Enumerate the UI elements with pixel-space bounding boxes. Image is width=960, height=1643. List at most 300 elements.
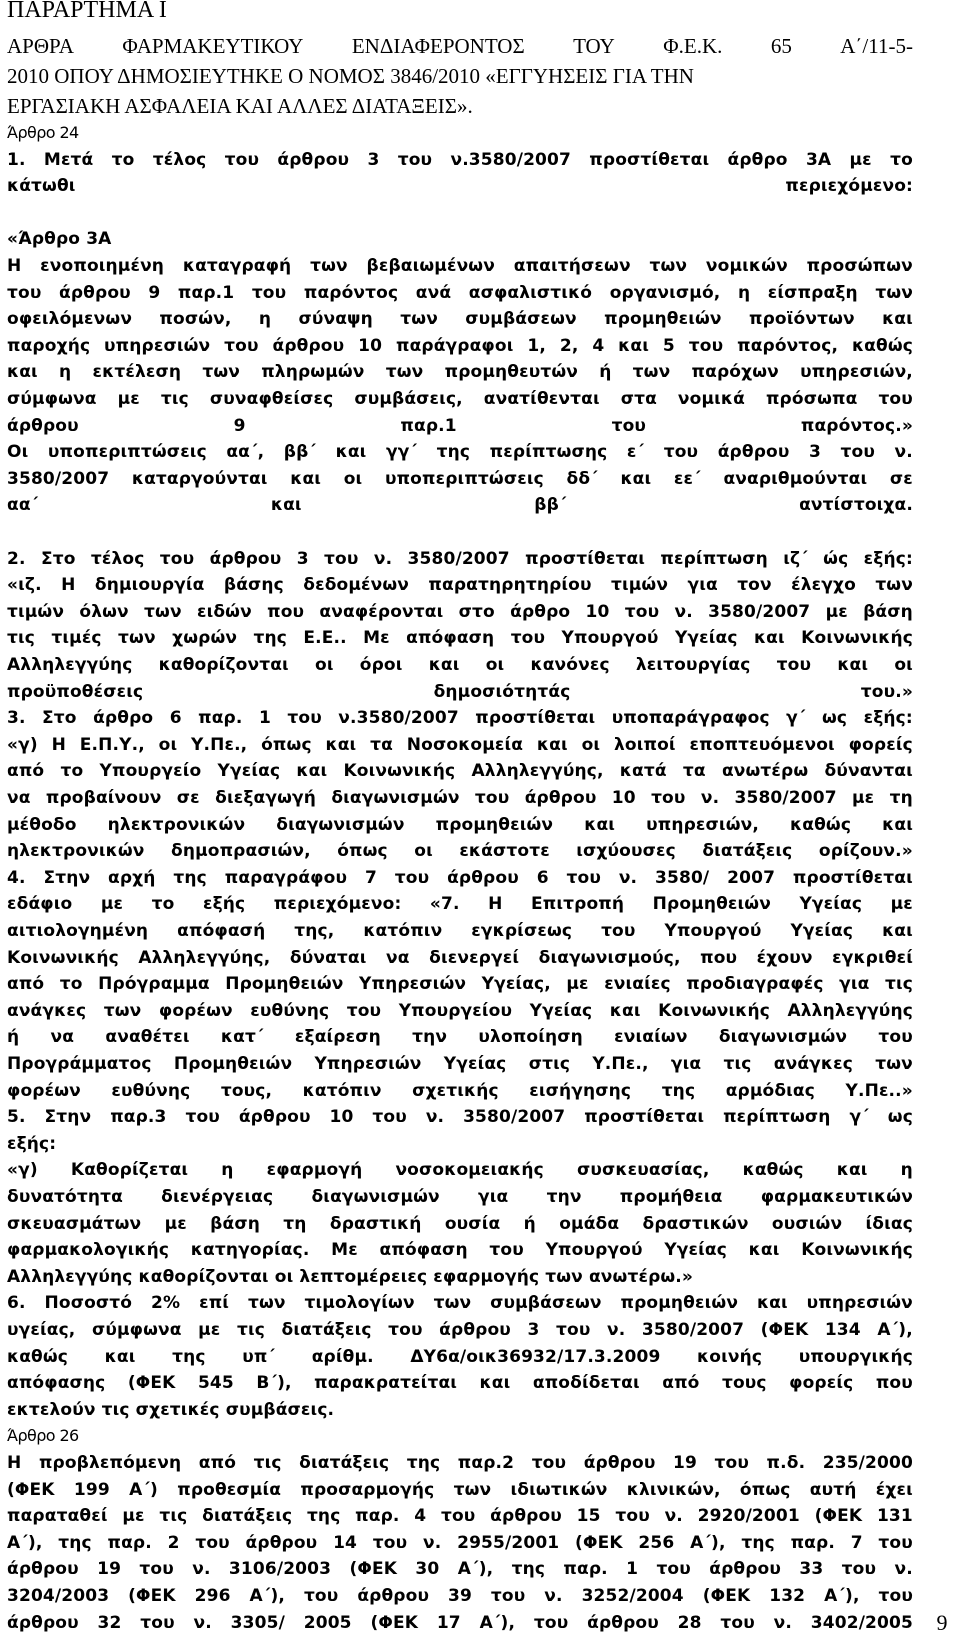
word: Α΄), — [690, 1533, 726, 1553]
word: νομικών — [705, 256, 788, 276]
word: του — [615, 1506, 650, 1526]
word: της — [253, 628, 287, 648]
word: προμήθεια — [619, 1187, 723, 1207]
word: Ποσοστό — [44, 1293, 133, 1313]
word: προσαρμογής — [300, 1480, 435, 1500]
word: καθώς — [790, 815, 852, 835]
word: Κοινωνικής — [658, 1001, 770, 1021]
text-line — [7, 1584, 913, 1608]
word: την — [546, 1187, 582, 1207]
word: 2, — [559, 336, 579, 356]
word: 2% — [151, 1293, 181, 1313]
text-line — [7, 706, 913, 730]
word: του — [714, 1453, 749, 1473]
word: του — [841, 1559, 877, 1579]
word: με — [566, 974, 589, 994]
word: εξαίρεση — [294, 1027, 381, 1047]
word: διατάξεις — [202, 1506, 293, 1526]
word: το — [59, 974, 83, 994]
word: βάση — [863, 602, 913, 622]
word: υπηρεσιών — [806, 1293, 913, 1313]
word: δημιουργία — [94, 575, 205, 595]
word: 10 — [358, 336, 383, 356]
word: Υγείας — [790, 921, 854, 941]
word: από — [7, 761, 45, 781]
word: του — [324, 549, 359, 569]
word: πρόσωπα — [765, 389, 858, 409]
word: Α΄), — [824, 1586, 860, 1606]
word: ιδιωτικών — [510, 1480, 608, 1500]
word: του — [394, 868, 430, 888]
word: 39 — [448, 1586, 472, 1606]
word: του — [489, 1240, 524, 1260]
word: των — [310, 256, 348, 276]
word: και — [325, 735, 357, 755]
word: 10 — [585, 602, 610, 622]
word: ββ΄ — [534, 495, 567, 515]
word: ν. — [425, 1107, 445, 1127]
word: ΕΝΔΙΑΦΕΡΟΝΤΟΣ — [351, 34, 525, 58]
text-line — [7, 1611, 913, 1635]
word: υποπεριπτώσεις — [47, 442, 207, 462]
word: και — [882, 921, 913, 941]
word: Η — [488, 894, 503, 914]
word: ειδών — [196, 602, 252, 622]
word: διαγωνισμών — [718, 1027, 848, 1047]
word: παρ. — [790, 1533, 835, 1553]
word: παραταθεί — [7, 1506, 108, 1526]
word: εδάφιο — [7, 894, 73, 914]
word: 545 — [197, 1373, 234, 1393]
word: τη — [889, 788, 913, 808]
word: απόφασης — [7, 1373, 106, 1393]
word: τον — [737, 575, 772, 595]
word: παρ. — [563, 1559, 608, 1579]
word: με — [100, 894, 124, 914]
word: των — [649, 256, 688, 276]
word: ν. — [894, 442, 913, 462]
word: υπηρεσιών — [104, 336, 211, 356]
word: και — [584, 815, 616, 835]
word: άρθρου — [357, 1586, 430, 1606]
text-line — [7, 1079, 913, 1103]
word: ν. — [664, 1506, 683, 1526]
word: συναφθείσες — [209, 389, 334, 409]
word: στο — [458, 602, 495, 622]
word: άρθρου — [587, 1613, 659, 1633]
word: και — [536, 735, 568, 755]
word: πληρωμών — [261, 362, 365, 382]
word: για — [670, 1054, 702, 1074]
word: Μετά — [43, 150, 94, 170]
word: ιζ΄ — [783, 549, 808, 569]
text-line — [7, 547, 913, 571]
word: τιμών — [611, 575, 669, 595]
word: Υ.Πε..» — [845, 1081, 913, 1101]
word: 19 — [97, 1559, 122, 1579]
word: διενέργειας — [161, 1187, 274, 1207]
text-line: Αλληλεγγύης καθορίζονται οι λεπτομέρειες εφαρμογής των ανωτέρω.» — [7, 1267, 694, 1287]
word: 32 — [97, 1613, 122, 1633]
word: και — [290, 469, 322, 489]
word: (ΦΕΚ — [349, 1559, 398, 1579]
word: άρθρου — [238, 1107, 311, 1127]
word: διατάξεις — [281, 1320, 372, 1340]
word: σχετικής — [412, 1081, 499, 1101]
word: Στην — [44, 1107, 92, 1127]
word: σε — [176, 788, 200, 808]
word: των — [875, 283, 913, 303]
word: ή — [7, 1027, 20, 1047]
word: των — [875, 575, 913, 595]
word: οι — [158, 735, 178, 755]
word: η — [221, 1160, 234, 1180]
word: 15 — [576, 1506, 601, 1526]
word: «γ) — [7, 1160, 38, 1180]
text-line — [7, 866, 913, 890]
word: των — [247, 1293, 286, 1313]
word: κατά — [619, 761, 667, 781]
word: στις — [528, 1054, 571, 1074]
word: των — [400, 309, 438, 329]
word: για — [687, 575, 718, 595]
word: Υπηρεσιών — [359, 974, 467, 994]
word: Αλληλεγγύης — [787, 1001, 913, 1021]
text-line — [7, 1212, 913, 1236]
word: διαγωνισμών — [276, 815, 405, 835]
word: ευθύνης — [250, 1001, 330, 1021]
word: τις — [236, 1320, 265, 1340]
text-line — [7, 733, 913, 757]
word: ισχύουσες — [576, 841, 676, 861]
word: 3252/2004 — [581, 1586, 684, 1606]
word: προβλεπόμενη — [38, 1453, 182, 1473]
word: 9 — [233, 416, 246, 436]
word: τους — [721, 1373, 767, 1393]
word: ενοποιημένη — [40, 256, 165, 276]
word: τις — [7, 628, 36, 648]
word: και — [7, 362, 38, 382]
word: μέθοδο — [7, 815, 77, 835]
word: Η — [7, 256, 22, 276]
word: 256 — [638, 1533, 675, 1553]
word: και — [756, 1293, 788, 1313]
word: διατάξεις — [702, 841, 793, 861]
word: ευθύνης — [111, 1081, 191, 1101]
word: του — [510, 628, 546, 648]
word: του — [776, 655, 812, 675]
word: τιμών — [7, 602, 65, 622]
word: προβαίνουν — [45, 788, 162, 808]
word: ανωτέρω — [721, 761, 809, 781]
word: αιτιολογημένη — [7, 921, 149, 941]
word: ίδιας — [865, 1214, 913, 1234]
word: προθεσμία — [177, 1480, 282, 1500]
word: παρόντος, — [737, 336, 839, 356]
word: προϋποθέσεις — [7, 682, 144, 702]
word: (ΦΕΚ — [575, 1533, 623, 1553]
word: προστίθεται — [589, 150, 710, 170]
word: Αλληλεγγύης, — [138, 948, 271, 968]
word: ν. — [700, 788, 720, 808]
word: τιμές — [51, 628, 102, 648]
word: Α΄), — [7, 1533, 43, 1553]
word: «7. — [429, 894, 460, 914]
word: με — [825, 602, 848, 622]
word: συμβάσεων — [490, 1293, 602, 1313]
word: το — [60, 761, 84, 781]
word: 3. — [7, 708, 26, 728]
word: Οι — [7, 442, 29, 462]
word: του — [440, 1506, 476, 1526]
word: βάσης — [223, 575, 284, 595]
word: της — [306, 1506, 341, 1526]
word: παρ. — [355, 1506, 400, 1526]
word: Φ.Ε.Κ. — [663, 34, 723, 58]
text-line — [7, 786, 913, 810]
word: απόφαση — [379, 1240, 468, 1260]
word: του — [720, 1613, 755, 1633]
word: περίπτωση — [660, 549, 768, 569]
word: υπ΄ — [242, 1347, 276, 1367]
word: Ε.Ε.. — [303, 628, 347, 648]
word: του — [624, 602, 660, 622]
word: Προγράμματος — [7, 1054, 152, 1074]
word: σκευασμάτων — [7, 1214, 142, 1234]
word: εκάστοτε — [459, 841, 550, 861]
word: Η — [7, 1453, 22, 1473]
word: παραγράφου — [224, 868, 348, 888]
word: «γ) — [7, 735, 38, 755]
word: διαγωνισμών — [311, 1187, 440, 1207]
text-line — [7, 999, 913, 1023]
word: του — [601, 921, 636, 941]
word: διαγωνισμών — [331, 788, 460, 808]
word: κάτωθι — [7, 176, 76, 196]
word: του — [287, 708, 322, 728]
word: 3 — [809, 442, 821, 462]
word: άρθρου — [439, 1320, 511, 1340]
word: παρόντος — [303, 283, 399, 303]
word: οφειλόμενων — [7, 309, 133, 329]
word: ενιαίες — [604, 974, 671, 994]
text-line — [7, 1291, 913, 1315]
word: υπηρεσιών, — [646, 815, 759, 835]
word: Υπουργού — [664, 921, 762, 941]
word: εε΄ — [673, 469, 701, 489]
word: του — [159, 549, 195, 569]
text-line — [7, 1025, 913, 1049]
word: 3580/2007 — [734, 788, 837, 808]
word: των — [632, 362, 671, 382]
word: ορίζουν.» — [818, 841, 913, 861]
word: φαρμακευτικών — [760, 1187, 913, 1207]
word: τις — [884, 974, 913, 994]
word: τα — [682, 761, 706, 781]
word: της, — [294, 921, 335, 941]
word: άρθρου — [490, 1506, 562, 1526]
word: εποπτευόμενοι — [689, 735, 835, 755]
word: απαιτήσεων — [513, 256, 631, 276]
text-line — [7, 1345, 913, 1369]
word: ανά — [415, 283, 452, 303]
word: για — [839, 974, 870, 994]
word: εφαρμογή — [266, 1160, 363, 1180]
word: (ΦΕΚ — [370, 1613, 419, 1633]
word: αντίστοιχα. — [799, 495, 913, 515]
word: άρθρου — [7, 1559, 79, 1579]
word: σε — [889, 469, 913, 489]
word: καταργούνται — [131, 469, 268, 489]
word: εκτέλεση — [92, 362, 182, 382]
word: του — [140, 1613, 175, 1633]
word: παρ.3 — [110, 1107, 167, 1127]
word: του — [688, 336, 724, 356]
word: εξής — [202, 894, 246, 914]
word: Νοσοκομεία — [406, 735, 524, 755]
word: τη — [283, 1214, 307, 1234]
word: και — [618, 336, 650, 356]
word: γ΄ — [849, 1107, 869, 1127]
text-line — [7, 1504, 913, 1528]
text-line — [7, 467, 913, 491]
word: να — [386, 948, 410, 968]
word: όπως — [337, 841, 388, 861]
word: υπουργικής — [798, 1347, 913, 1367]
word: διενεργεί — [429, 948, 520, 968]
text-line — [7, 520, 913, 544]
word: 14 — [333, 1533, 358, 1553]
text-line: εκτελούν τις σχετικές συμβάσεις. — [7, 1400, 335, 1420]
word: κατηγορίας. — [190, 1240, 310, 1260]
word: λοιποί — [613, 735, 676, 755]
word: 2005 — [303, 1613, 352, 1633]
text-line — [7, 1557, 913, 1581]
word: παρακρατείται — [314, 1373, 458, 1393]
text-line — [7, 254, 913, 278]
word: του — [531, 1453, 567, 1473]
word: αα΄ — [7, 495, 39, 515]
word: του — [185, 1107, 220, 1127]
word: της — [511, 1559, 546, 1579]
word: και — [479, 1373, 511, 1393]
word: προμηθειών — [435, 815, 554, 835]
word: και — [753, 628, 785, 648]
word: να — [50, 1027, 75, 1047]
word: δδ΄ — [566, 469, 598, 489]
word: του — [651, 788, 686, 808]
word: το — [111, 150, 135, 170]
text-line — [7, 600, 913, 624]
word: 3Α — [805, 150, 832, 170]
word: ή — [523, 1214, 536, 1234]
word: τις — [159, 1506, 188, 1526]
word: 3106/2003 — [228, 1559, 332, 1579]
word: ανάγκες — [773, 1054, 853, 1074]
word: και — [296, 761, 328, 781]
word: ομάδα — [559, 1214, 620, 1234]
word: 1 — [258, 708, 271, 728]
word: από — [7, 974, 45, 994]
word: βάση — [210, 1214, 260, 1234]
word: της — [406, 1453, 441, 1473]
text-line — [7, 972, 913, 996]
word: άρθρου — [524, 788, 597, 808]
word: 3204/2003 — [7, 1586, 110, 1606]
word: 3 — [296, 549, 309, 569]
word: αυτή — [809, 1480, 857, 1500]
word: ν. — [544, 1586, 563, 1606]
text-line — [7, 1052, 913, 1076]
word: Υπουργείο — [99, 761, 202, 781]
word: νοσοκομειακής — [395, 1160, 544, 1180]
word: όλων — [79, 602, 129, 622]
word: του.» — [860, 682, 913, 702]
word: εξής: — [863, 708, 913, 728]
word: των — [875, 1054, 913, 1074]
word: Στο — [42, 708, 77, 728]
word: περίπτωση — [723, 1107, 831, 1127]
word: διατάξεις — [299, 1453, 390, 1473]
word: ν. — [423, 1533, 442, 1553]
word: απόφαση — [406, 628, 495, 648]
word: Α΄), — [249, 1586, 286, 1606]
word: και — [837, 655, 869, 675]
word: λειτουργίας — [635, 655, 751, 675]
word: του — [195, 1533, 230, 1553]
word: 3580/2007 — [7, 469, 110, 489]
word: 1 — [626, 1559, 639, 1579]
word: η — [59, 362, 72, 382]
text-line — [7, 1185, 913, 1209]
word: ν. — [607, 1320, 626, 1340]
word: του — [397, 150, 433, 170]
word: Προμηθειών — [652, 894, 771, 914]
word: και — [104, 1347, 136, 1367]
word: προστίθεται — [475, 708, 596, 728]
word: υλοποίηση — [478, 1027, 583, 1047]
word: βεβαιωμένων — [366, 256, 495, 276]
word: Α΄/11-5- — [840, 34, 913, 58]
word: ν. — [192, 1559, 211, 1579]
word: παρ.1 — [400, 416, 457, 436]
word: (ΦΕΚ — [128, 1586, 176, 1606]
word: είσπραξη — [767, 283, 858, 303]
word: του — [224, 150, 260, 170]
word: ΦΑΡΜΑΚΕΥΤΙΚΟΥ — [122, 34, 304, 58]
word: αρίθμ. — [311, 1347, 374, 1367]
text-line — [7, 653, 913, 677]
word: 3580/2007 — [708, 602, 811, 622]
word: προϊόντων — [749, 309, 855, 329]
word: και — [836, 1160, 868, 1180]
word: του — [224, 336, 259, 356]
word: που — [700, 948, 738, 968]
word: φαρμακολογικής — [7, 1240, 170, 1260]
word: φορέων — [158, 1001, 233, 1021]
word: του — [878, 389, 913, 409]
word: Υγείας — [529, 1001, 593, 1021]
word: που — [875, 1373, 913, 1393]
word: 1. — [7, 150, 26, 170]
word: παρ.1 — [177, 283, 235, 303]
word: 10 — [329, 1107, 354, 1127]
word: άρθρου — [709, 1559, 782, 1579]
word: παρόντος.» — [800, 416, 913, 436]
word: Β΄), — [256, 1373, 292, 1393]
word: με — [852, 788, 875, 808]
word: ν. — [618, 868, 638, 888]
